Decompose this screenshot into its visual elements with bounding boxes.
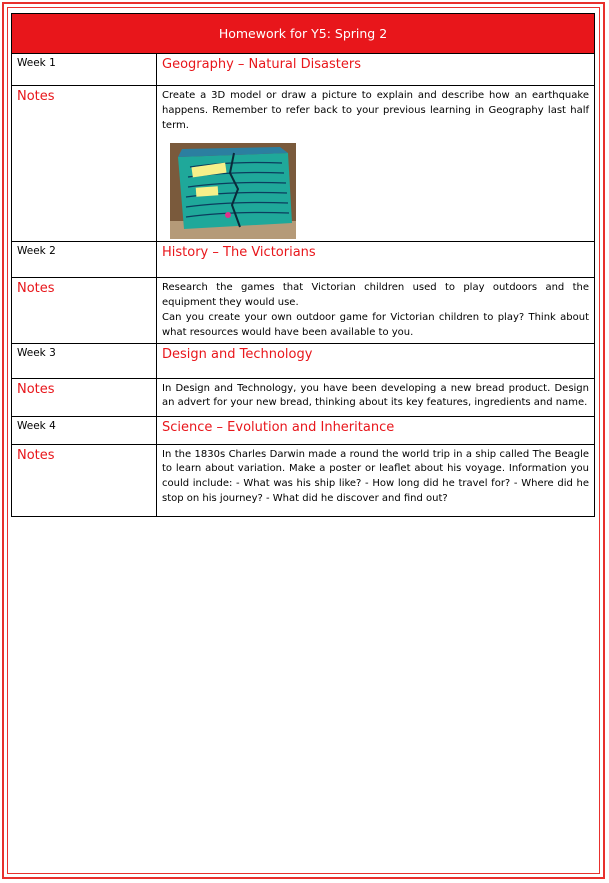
week-1-notes <box>157 86 595 242</box>
week-4-notes-row <box>12 444 595 516</box>
week-4-notes <box>157 444 595 516</box>
week-3-row <box>12 343 595 378</box>
week-4-row <box>12 416 595 444</box>
week-1-row <box>12 54 595 86</box>
week-2-notes-row <box>12 278 595 343</box>
page-title: Homework for Y5: Spring 2 <box>12 14 595 54</box>
title-row <box>12 14 595 54</box>
week-2-notes <box>157 278 595 343</box>
week-3-label: Week 3 <box>12 343 157 378</box>
earthquake-model-image <box>170 143 296 239</box>
homework-table <box>11 13 595 517</box>
week-2-label: Week 2 <box>12 242 157 278</box>
week-3-notes <box>157 378 595 416</box>
week-4-subject: Science – Evolution and Inheritance <box>157 416 595 444</box>
week-2-notes-text-1: Research the games that Victorian children used to play outdoors and the equipment they would use. <box>162 282 589 309</box>
week-2-subject: History – The Victorians <box>157 242 595 278</box>
week-3-subject: Design and Technology <box>157 343 595 378</box>
week-2-notes-text-2: Can you create your own outdoor game for Victorian children to play? Think about what resources would have been available to you. <box>162 311 589 338</box>
week-4-label: Week 4 <box>12 416 157 444</box>
week-1-subject: Geography – Natural Disasters <box>157 54 595 86</box>
week-2-row <box>12 242 595 278</box>
week-3-notes-label: Notes <box>12 378 157 416</box>
week-4-notes-text: In the 1830s Charles Darwin made a round the world trip in a ship called The Beagle to learn about variation. Make a poster or leaflet about his voyage. Information you could include: - What was his ship like? - How long did he travel for? - Where did he stop on his journey? - What did he discover and find out? <box>162 448 589 504</box>
earthquake-model-photo <box>170 143 296 239</box>
week-3-notes-row <box>12 378 595 416</box>
week-1-label: Week 1 <box>12 54 157 86</box>
week-3-notes-text: In Design and Technology, you have been developing a new bread product. Design an advert for your new bread, thinking about its key features, ingredients and name. <box>162 382 589 409</box>
week-1-notes-row <box>12 86 595 242</box>
week-1-notes-text: Create a 3D model or draw a picture to explain and describe how an earthquake happens. Remember to refer back to your previous learning in Geography last half term. <box>162 90 589 131</box>
week-4-notes-label: Notes <box>12 444 157 516</box>
week-2-notes-label: Notes <box>12 278 157 343</box>
week-1-notes-label: Notes <box>12 86 157 242</box>
